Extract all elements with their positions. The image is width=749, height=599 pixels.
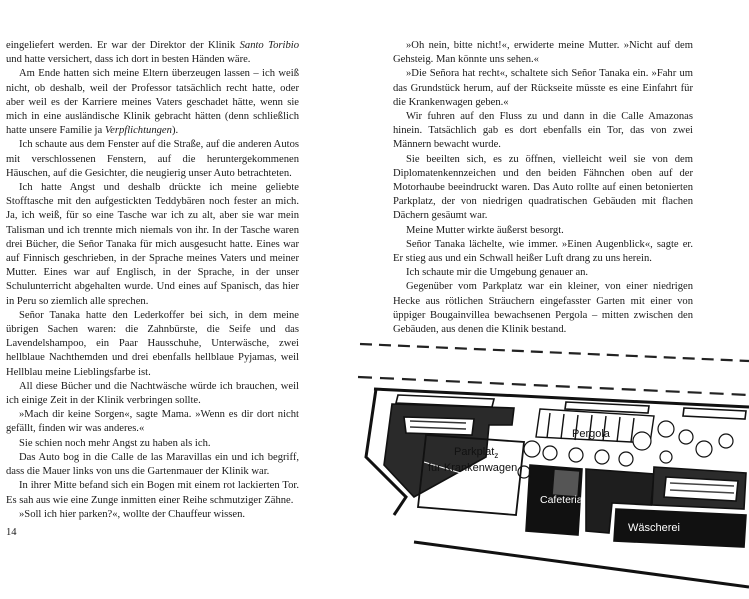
paragraph: All diese Bücher und die Nachtwäsche würde ich brauchen, weil ich einige Zeit in der Klinik verbringen sollte. — [6, 380, 299, 407]
paragraph: »Soll ich hier parken?«, wollte der Chauffeur wissen. — [19, 508, 246, 520]
paragraph: In ihrer Mitte befand sich ein Bogen mit einem rot lackierten Tor. Es sah aus wie eine Zunge inmitten einer Reihe schmutziger Zähne. — [6, 480, 299, 506]
paragraph: Meine Mutter wirkte äußerst besorgt. — [406, 224, 564, 236]
paragraph: Ich hatte Angst und deshalb drückte ich meine geliebte Stofftasche mit den aufgestickten Teddybären noch fester an mich. Ja, ich weiß, für so eine Tasche war ich zu alt, aber sie war mein Talisman und ich trennte mich niemals von ihr. In der Tasche waren drei Bücher, die Señor Tanaka für mich ausgesucht hatte. Eines war auf Finnisch geschrieben, in der Sprache meines Vaters und meiner Mutter. Eines war auf Englisch, in der Sprache, in der unser Schulunterricht abgehalten wurde. Und eines auf Spanisch, das hier in Peru so ziemlich alle sprechen. — [6, 182, 299, 307]
paragraph: Sie beeilten sich, es zu öffnen, vielleicht weil sie von dem Diplomatenkennzeichen und den beiden Fähnchen oben auf der Motorhaube beeindruckt waren. Das Auto rollte auf einen betonierten Parkplatz, der von niedrigen quadratischen Gebäuden mit flachen Dächern gesäumt war. — [393, 153, 693, 222]
street-dashed-lines — [358, 344, 749, 395]
paragraph: eingeliefert werden. Er war der Direktor der Klinik Santo Toribio und hatte versichert, dass ich dort in besten Händen wäre. — [6, 40, 299, 66]
paragraph: »Mach dir keine Sorgen«, sagte Mama. »Wenn es dir dort nicht gefällt, finden wir was anderes.« — [6, 409, 299, 435]
pergola-label: Pergola — [572, 428, 610, 440]
paragraph: »Oh nein, bitte nicht!«, erwiderte meine Mutter. »Nicht auf dem Gehsteig. Man könnte uns sehen.« — [393, 40, 693, 66]
paragraph: Das Auto bog in die Calle de las Maravillas ein und ich begriff, dass die Mauer links von uns die Gartenmauer der Klinik war. — [6, 451, 299, 478]
left-page-text — [6, 39, 299, 522]
clinic-map-illustration — [354, 337, 749, 599]
paragraph: »Die Señora hat recht«, schaltete sich Señor Tanaka ein. »Fahr um das Grundstück herum, auf der Rückseite müsste es eine Einfahrt für die Krankenwagen geben.« — [393, 68, 693, 108]
paragraph: Señor Tanaka hatte den Lederkoffer bei sich, in dem meine übrigen Sachen waren: die Zahnbürste, die Seife und das Lavendelshampoo, ein Paar Hausschuhe, Unterwäsche, zwei hellblaue Nachthemden und drei ebenfalls hellblaue Pyjamas, weil Hellblau meine Lieblingsfarbe ist. — [6, 309, 299, 378]
italic-text: Santo Toribio — [239, 40, 299, 51]
left-page — [0, 0, 374, 599]
paragraph: Wir fuhren auf den Fluss zu und dann in die Calle Amazonas hinein. Tatsächlich gab es dort ebenfalls ein Tor, das von zwei Männern bewacht wurde. — [393, 111, 693, 151]
right-page-text — [393, 39, 693, 337]
paragraph: Am Ende hatten sich meine Eltern überzeugen lassen – ich weiß nicht, ob deshalb, weil der Professor tatsächlich recht hatte, oder aber weil es der Karriere meines Vaters geschadet hätte, wenn sie mich in eine ausländische Klinik gebracht hätten (denn schließlich hatte unsere Familie ja Verpflichtungen). — [6, 68, 299, 137]
italic-text: Verpflichtungen — [104, 125, 172, 137]
paragraph: Señor Tanaka lächelte, wie immer. »Einen Augenblick«, sagte er. Er stieg aus und ein Schwall heißer Luft drang zu uns herein. — [393, 238, 693, 265]
paragraph: Ich schaute aus dem Fenster auf die Straße, auf die anderen Autos mit verschlossenen Fenstern, auf die heruntergekommenen Häuschen, auf die Gesichter, die neugierig unser Auto betrachteten. — [6, 139, 299, 179]
paragraph: Sie schien noch mehr Angst zu haben als ich. — [19, 437, 211, 449]
cafeteria-label: Cafeteria — [540, 494, 583, 506]
page-number: 14 — [6, 527, 17, 538]
paragraph: Ich schaute mir die Umgebung genauer an. — [406, 267, 589, 279]
parking-label-line1: Parkplat$_z$ — [454, 446, 499, 460]
paragraph: Gegenüber vom Parkplatz war ein kleiner, von einer niedrigen Hecke aus rötlichen Sträuchern eingefasster Garten mit einer von üppiger Bougainvillea bewachsenen Pergola – mitten zwischen den Gebäuden, aus denen die Klinik bestand. — [393, 281, 693, 336]
parking-label-line2: für Krankenwagen — [428, 462, 518, 474]
laundry-label: Wäscherei — [628, 522, 680, 534]
